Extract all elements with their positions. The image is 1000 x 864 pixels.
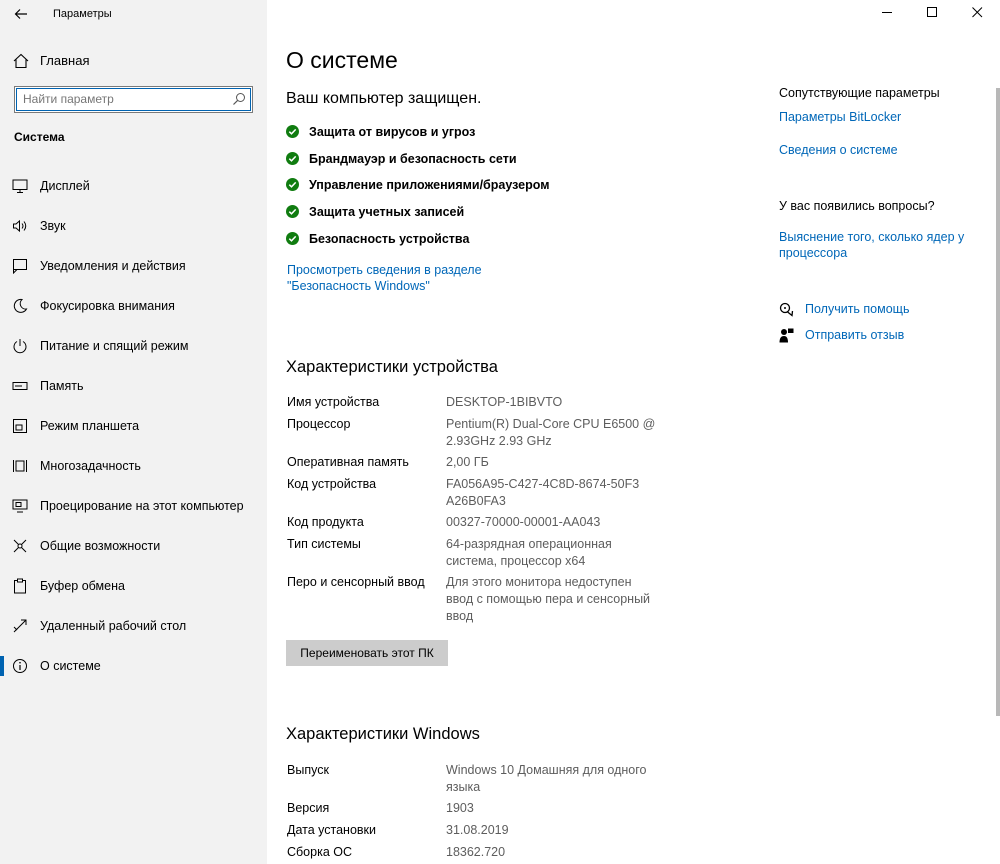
feedback-icon — [779, 328, 794, 343]
spec-value: 00327-70000-00001-AA043 — [446, 515, 601, 529]
spec-key: Дата установки — [287, 823, 376, 837]
sidebar-item-project[interactable] — [0, 486, 267, 526]
protection-heading: Ваш компьютер защищен. — [286, 90, 482, 107]
sidebar-item-shared[interactable] — [0, 526, 267, 566]
spec-value: FA056A95-C427-4C8D-8674-50F3A26B0FA3 — [446, 477, 640, 508]
remote-icon — [12, 618, 28, 634]
moon-icon — [12, 298, 28, 314]
check-circle-icon — [286, 152, 299, 165]
sidebar-item-label: Режим планшета — [40, 419, 140, 433]
sidebar-item-notifications[interactable] — [0, 246, 267, 286]
help-chat-icon — [779, 302, 794, 317]
tablet-icon — [12, 418, 28, 434]
scrollbar[interactable] — [996, 88, 1000, 716]
sidebar-item-focus-assist[interactable] — [0, 286, 267, 326]
spec-value: 1903 — [446, 801, 474, 815]
multitask-icon — [12, 458, 28, 474]
spec-value: Pentium(R) Dual-Core CPU E6500 @ 2.93GHz 2.93 GHz — [446, 417, 656, 448]
search-box[interactable] — [14, 86, 253, 113]
get-help-label: Получить помощь — [805, 302, 910, 316]
check-circle-icon — [286, 232, 299, 245]
page-title: О системе — [286, 47, 398, 73]
monitor-icon — [12, 178, 28, 194]
search-icon[interactable] — [232, 92, 246, 106]
sidebar-item-label: Питание и спящий режим — [40, 339, 189, 353]
sidebar-item-label: Многозадачность — [40, 459, 141, 473]
spec-key: Процессор — [287, 417, 351, 431]
sidebar-item-tablet[interactable] — [0, 406, 267, 446]
minimize-icon — [882, 7, 893, 18]
sidebar-home-label: Главная — [40, 53, 90, 68]
spec-value: 64-разрядная операционная система, процессор x64 — [446, 537, 612, 568]
spec-key: Оперативная память — [287, 455, 409, 469]
sidebar-item-label: Дисплей — [40, 179, 90, 193]
protection-item-label: Брандмауэр и безопасность сети — [309, 151, 517, 166]
title-bar — [0, 0, 267, 30]
send-feedback-item[interactable] — [779, 327, 979, 347]
protection-item-label: Безопасность устройства — [309, 231, 470, 246]
send-feedback-label: Отправить отзыв — [805, 328, 905, 342]
protection-item-label: Защита от вирусов и угроз — [309, 125, 476, 139]
power-icon — [12, 338, 28, 354]
spec-key: Код продукта — [287, 515, 364, 529]
sidebar-item-label: Проецирование на этот компьютер — [40, 499, 244, 513]
spec-value: 2,00 ГБ — [446, 455, 489, 469]
maximize-icon — [927, 7, 938, 18]
questions-heading: У вас появились вопросы? — [779, 199, 935, 213]
related-settings-heading: Сопутствующие параметры — [779, 86, 940, 100]
sidebar-item-storage[interactable] — [0, 366, 267, 406]
sidebar-item-label: Фокусировка внимания — [40, 299, 175, 313]
sidebar-item-clipboard[interactable] — [0, 566, 267, 606]
spec-value: Windows 10 Домашняя для одного языка — [446, 763, 647, 794]
spec-key: Выпуск — [287, 763, 329, 777]
windows-specs-heading: Характеристики Windows — [286, 725, 480, 743]
sidebar-item-label: О системе — [40, 659, 101, 673]
storage-icon — [12, 378, 28, 394]
sidebar-item-label: Память — [40, 379, 84, 393]
spec-value: 31.08.2019 — [446, 823, 509, 837]
device-specs-heading: Характеристики устройства — [286, 358, 498, 376]
spec-value: Для этого монитора недоступен ввод с помощью пера и сенсорный ввод — [446, 575, 651, 623]
get-help-item[interactable] — [779, 301, 979, 321]
sidebar — [0, 0, 267, 864]
sidebar-item-multitasking[interactable] — [0, 446, 267, 486]
check-circle-icon — [286, 125, 299, 138]
sidebar-item-label: Уведомления и действия — [40, 259, 186, 273]
protection-item-label: Защита учетных записей — [309, 205, 465, 220]
window-controls — [865, 0, 1000, 28]
system-info-link[interactable]: Сведения о системе — [779, 143, 898, 157]
speaker-icon — [12, 218, 28, 234]
spec-key: Перо и сенсорный ввод — [287, 575, 425, 589]
bitlocker-link[interactable]: Параметры BitLocker — [779, 110, 902, 124]
notification-icon — [12, 258, 28, 274]
clipboard-icon — [12, 578, 28, 594]
sidebar-item-label: Общие возможности — [40, 539, 161, 553]
search-input[interactable] — [23, 91, 223, 107]
sidebar-nav — [0, 166, 267, 686]
spec-key: Сборка ОС — [287, 845, 353, 859]
sidebar-item-remote-desktop[interactable] — [0, 606, 267, 646]
spec-key: Версия — [287, 801, 330, 815]
check-circle-icon — [286, 205, 299, 218]
windows-security-link[interactable]: Просмотреть сведения в разделе "Безопасность Windows" — [287, 263, 482, 293]
back-arrow-icon — [14, 7, 28, 21]
spec-key: Имя устройства — [287, 395, 380, 409]
home-icon — [12, 52, 30, 70]
sidebar-item-power[interactable] — [0, 326, 267, 366]
maximize-button[interactable] — [910, 0, 955, 28]
active-indicator — [0, 656, 4, 676]
project-icon — [12, 498, 28, 514]
sidebar-home[interactable] — [0, 46, 267, 76]
sidebar-item-display[interactable] — [0, 166, 267, 206]
info-icon — [12, 658, 28, 674]
sidebar-item-sound[interactable] — [0, 206, 267, 246]
sidebar-item-label: Буфер обмена — [40, 579, 125, 593]
spec-value: 18362.720 — [446, 845, 506, 859]
close-icon — [972, 7, 983, 18]
rename-pc-button[interactable]: Переименовать этот ПК — [286, 640, 448, 666]
back-button[interactable] — [10, 5, 32, 23]
close-button[interactable] — [955, 0, 1000, 28]
spec-key: Код устройства — [287, 477, 377, 491]
spec-key: Тип системы — [287, 537, 361, 551]
minimize-button[interactable] — [865, 0, 910, 28]
shared-icon — [12, 538, 28, 554]
sidebar-item-label: Звук — [40, 219, 66, 233]
section-title: Система — [14, 130, 65, 144]
app-title: Параметры — [53, 8, 112, 20]
protection-item-label: Управление приложениями/браузером — [309, 178, 550, 193]
sidebar-item-about[interactable] — [0, 646, 267, 686]
spec-value: DESKTOP-1BIBVTO — [446, 395, 563, 409]
sidebar-item-label: Удаленный рабочий стол — [40, 619, 187, 633]
main-content — [267, 0, 1000, 864]
check-circle-icon — [286, 178, 299, 191]
cores-help-link[interactable]: Выяснение того, сколько ядер у процессора — [779, 230, 965, 260]
